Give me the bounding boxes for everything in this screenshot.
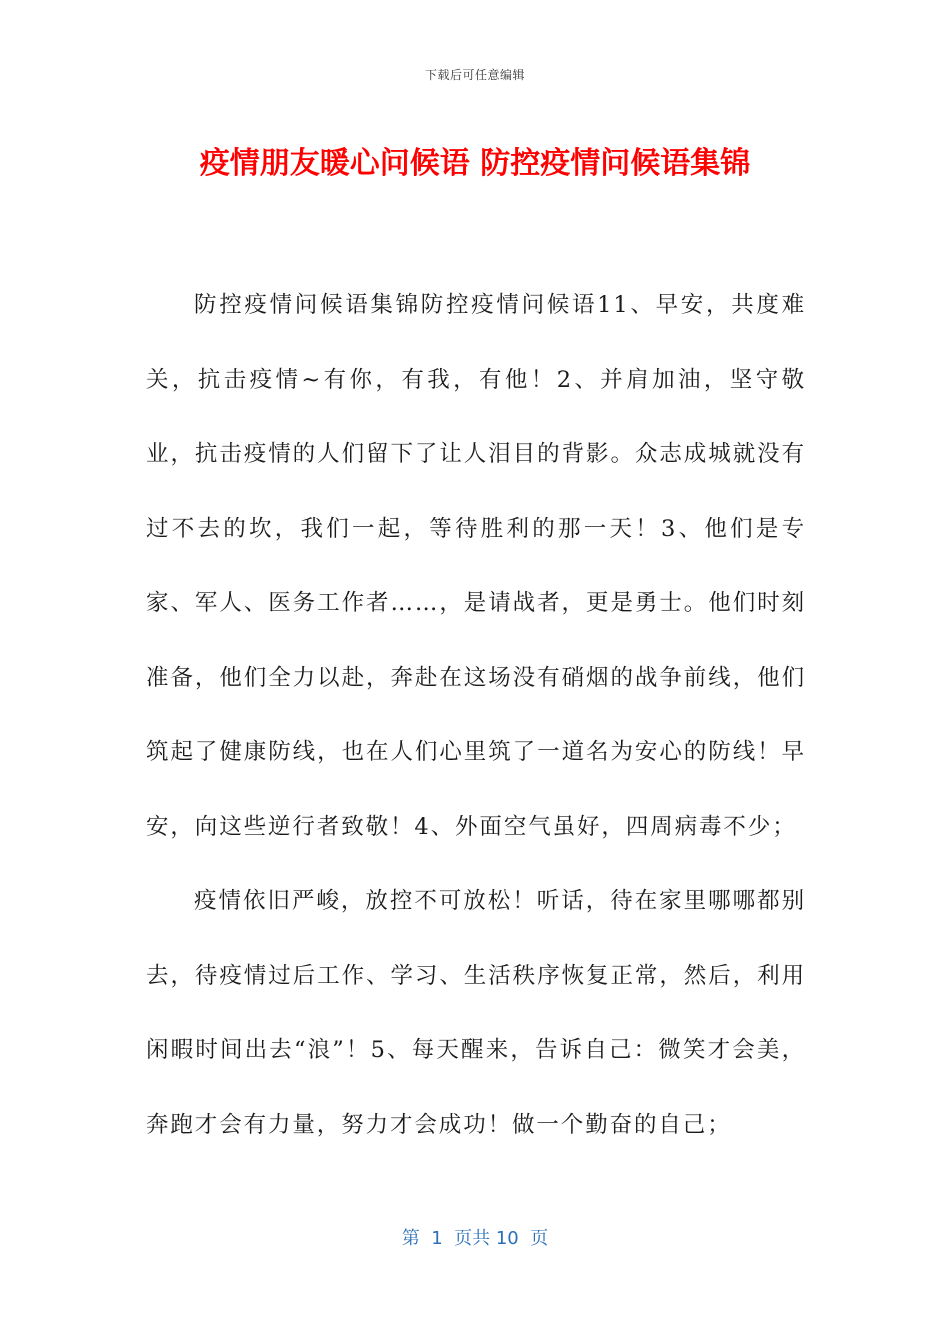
page-number-footer: 第 1 页共 10 页 [401,1228,549,1249]
header-note: 下载后可任意编辑 [424,68,525,82]
document-title: 疫情朋友暖心问候语 防控疫情问候语集锦 [199,146,751,181]
paragraph-2: 疫情依旧严峻，放控不可放松！听话，待在家里哪哪都别去，待疫情过后工作、学习、生活秩序恢复正常，然后，利用闲暇时间出去“浪”！5、每天醒来，告诉自己：微笑才会美，奔跑才会有力量，努力才会成功！做一个勤奋的自己； [146,888,806,1138]
paragraph-1: 防控疫情问候语集锦防控疫情问候语11、早安，共度难关，抗击疫情~有你，有我，有他！2、并肩加油，坚守敬业，抗击疫情的人们留下了让人泪目的背影。众志成城就没有过不去的坎，我们一起，等待胜利的那一天！3、他们是专家、军人、医务工作者……，是请战者，更是勇士。他们时刻准备，他们全力以赴，奔赴在这场没有硝烟的战争前线，他们筑起了健康防线，也在人们心里筑了一道名为安心的防线！早安，向这些逆行者致敬！4、外面空气虽好，四周病毒不少； [146,292,806,840]
document-body [146,268,806,1162]
